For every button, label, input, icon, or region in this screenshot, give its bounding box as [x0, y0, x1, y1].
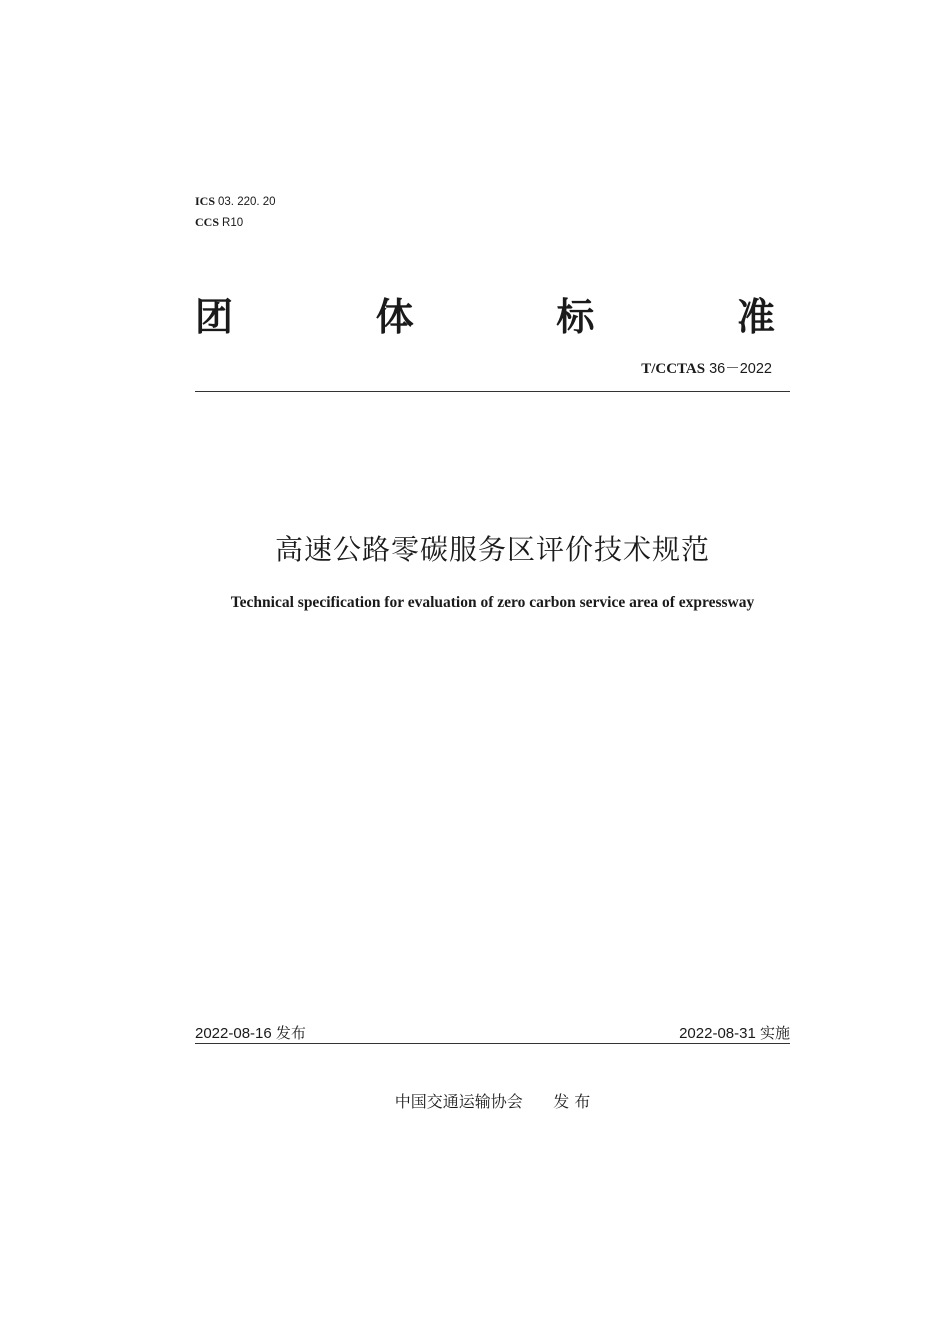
- standard-number-prefix: T/CCTAS: [641, 361, 706, 377]
- ccs-value: R10: [222, 217, 244, 229]
- ics-label: ICS: [195, 194, 216, 208]
- ics-code: [195, 191, 276, 212]
- standard-type-char: 准: [736, 294, 775, 339]
- standard-number-value: 36－2022: [709, 361, 772, 377]
- classification-codes: [195, 191, 276, 233]
- publisher-action: 发 布: [553, 1092, 591, 1111]
- ccs-label: CCS: [195, 215, 220, 229]
- top-divider: [195, 391, 790, 392]
- publisher-name: 中国交通运输协会: [394, 1092, 523, 1111]
- chinese-title: 高速公路零碳服务区评价技术规范: [274, 533, 710, 566]
- english-title: Technical specification for evaluation of zero carbon service area of expressway: [230, 594, 755, 611]
- standard-type-heading: [195, 288, 775, 338]
- standard-type-char: 标: [556, 294, 595, 339]
- ccs-code: [195, 212, 276, 233]
- implementation-date: 2022-08-31 实施: [679, 1025, 790, 1042]
- standard-type-char: 团: [195, 294, 234, 339]
- bottom-divider: [195, 1043, 790, 1044]
- publisher-line: [0, 1089, 950, 1112]
- ics-value: 03. 220. 20: [218, 196, 276, 208]
- standard-type-char: 体: [375, 294, 414, 339]
- standard-number: [641, 357, 772, 378]
- publication-date: 2022-08-16 发布: [195, 1025, 306, 1042]
